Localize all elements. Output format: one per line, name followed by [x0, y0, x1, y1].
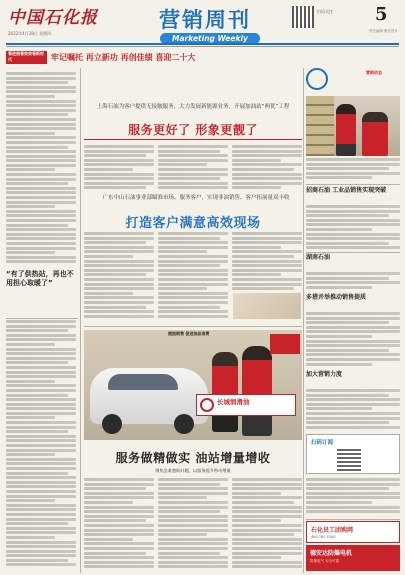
column-divider	[80, 68, 81, 573]
article-2-photo	[233, 293, 301, 319]
page-number: 5	[375, 4, 388, 25]
article-3-headline[interactable]: 服务做精做实 油站增量增收	[115, 451, 271, 465]
motor-ad[interactable]	[306, 545, 400, 571]
article-3-text-col-3	[232, 478, 302, 570]
brand-ring-icon	[200, 398, 214, 412]
article-1-text-col-1	[84, 145, 154, 190]
store-shelf	[306, 96, 334, 156]
car-wheel	[102, 414, 122, 434]
issue-info: 2022年4月28日 星期四	[8, 31, 52, 36]
right-text-b	[306, 205, 400, 251]
right-article-1-title[interactable]: 招商石油 工业品销售实现突破	[306, 187, 387, 194]
slogan-banner	[6, 51, 236, 64]
group-buy-ad-title: 石化员工团购网	[311, 527, 354, 534]
right-text-f	[306, 478, 400, 518]
right-article-2-title[interactable]: 湖南石油	[306, 254, 331, 261]
right-text-d	[306, 312, 400, 368]
article-2-text-col-2	[158, 232, 228, 322]
station-sign	[270, 334, 300, 354]
right-text-c	[306, 272, 400, 292]
car-wheel	[174, 414, 194, 434]
right-section-label: 营销动态	[366, 70, 382, 75]
section-logo-icon	[306, 68, 328, 90]
section-title: 营销周刊	[159, 7, 251, 32]
article-1-text-col-2	[158, 145, 228, 190]
qr-label: 扫码关注	[317, 9, 333, 14]
article-3-text-col-1	[84, 478, 154, 570]
staff-figure	[336, 104, 356, 156]
group-buy-ad[interactable]	[306, 521, 400, 543]
subscribe-ad[interactable]	[306, 434, 400, 474]
headline-rule	[84, 139, 302, 140]
qr-code-icon[interactable]	[292, 6, 314, 28]
right-text-e	[306, 389, 400, 431]
article-3-kicker: 聚焦急难愁盼问题，以服务提升带动增量	[155, 468, 231, 473]
group-buy-ad-phone: 400 700 5100	[311, 535, 336, 539]
section-divider	[84, 326, 302, 327]
attendant-figure	[212, 352, 238, 432]
attendant-figure	[242, 346, 272, 436]
masthead	[0, 0, 405, 56]
article-3-text-col-2	[158, 478, 228, 570]
article-2-kicker: 广东中山石油事业部瞄准市场、服务客户，实现非油销售、客户拓展量双丰收	[102, 195, 290, 201]
staff-figure	[362, 112, 388, 156]
left-feature-headline	[6, 270, 76, 316]
section-divider	[306, 184, 400, 185]
motor-ad-sub: 防爆电气 安全可靠	[310, 559, 340, 563]
section-divider	[306, 519, 400, 520]
left-article-text-2	[6, 320, 76, 570]
banner-tag: 看进展看效果看新时代	[6, 51, 47, 64]
right-section-head	[306, 68, 400, 94]
right-article-4-title[interactable]: 加大营销力度	[306, 371, 343, 378]
feature-photo	[84, 330, 302, 440]
article-2-headline[interactable]: 打造客户满意高效现场	[125, 216, 261, 231]
article-2-text-col-1	[84, 232, 154, 322]
banner-text: 牢记嘱托 再立新功 再创佳绩 喜迎二十大	[51, 53, 196, 62]
section-divider	[306, 252, 400, 253]
section-subtitle: Marketing Weekly	[160, 33, 260, 44]
section-divider	[6, 318, 78, 319]
article-2-text-col-3	[232, 232, 302, 292]
masthead-rule	[6, 43, 399, 45]
brand-logo-text: 长城润滑油	[217, 398, 250, 406]
article-1-kicker: 上海石油为客户提供无接触服务，大力发展新能源业务，开展加油站“两优”工程	[96, 104, 290, 110]
masthead-meta: 责任编辑 版式设计	[368, 29, 398, 33]
brand-logo-box	[196, 394, 296, 416]
car-window	[108, 374, 178, 390]
left-article-text	[6, 72, 76, 268]
article-1-headline[interactable]: 服务更好了 形象更靓了	[128, 123, 258, 137]
photo-caption: 提振销售 促进油品消费	[168, 331, 210, 336]
right-photo	[306, 96, 400, 156]
column-divider	[303, 68, 304, 573]
right-article-3-title[interactable]: 多措并举推动销售提质	[306, 294, 367, 301]
subscribe-ad-title: 扫码订阅	[311, 440, 334, 446]
motor-ad-title: 德安达防爆电机	[310, 550, 353, 557]
qr-code-icon	[337, 447, 361, 471]
masthead-rule-thin	[6, 46, 399, 47]
right-text-a	[306, 158, 400, 182]
left-feature-title: “有了供热站，再也不用担心取暖了”	[6, 270, 74, 287]
paper-name: 中国石化报	[8, 8, 98, 28]
article-1-text-col-3	[232, 145, 302, 190]
